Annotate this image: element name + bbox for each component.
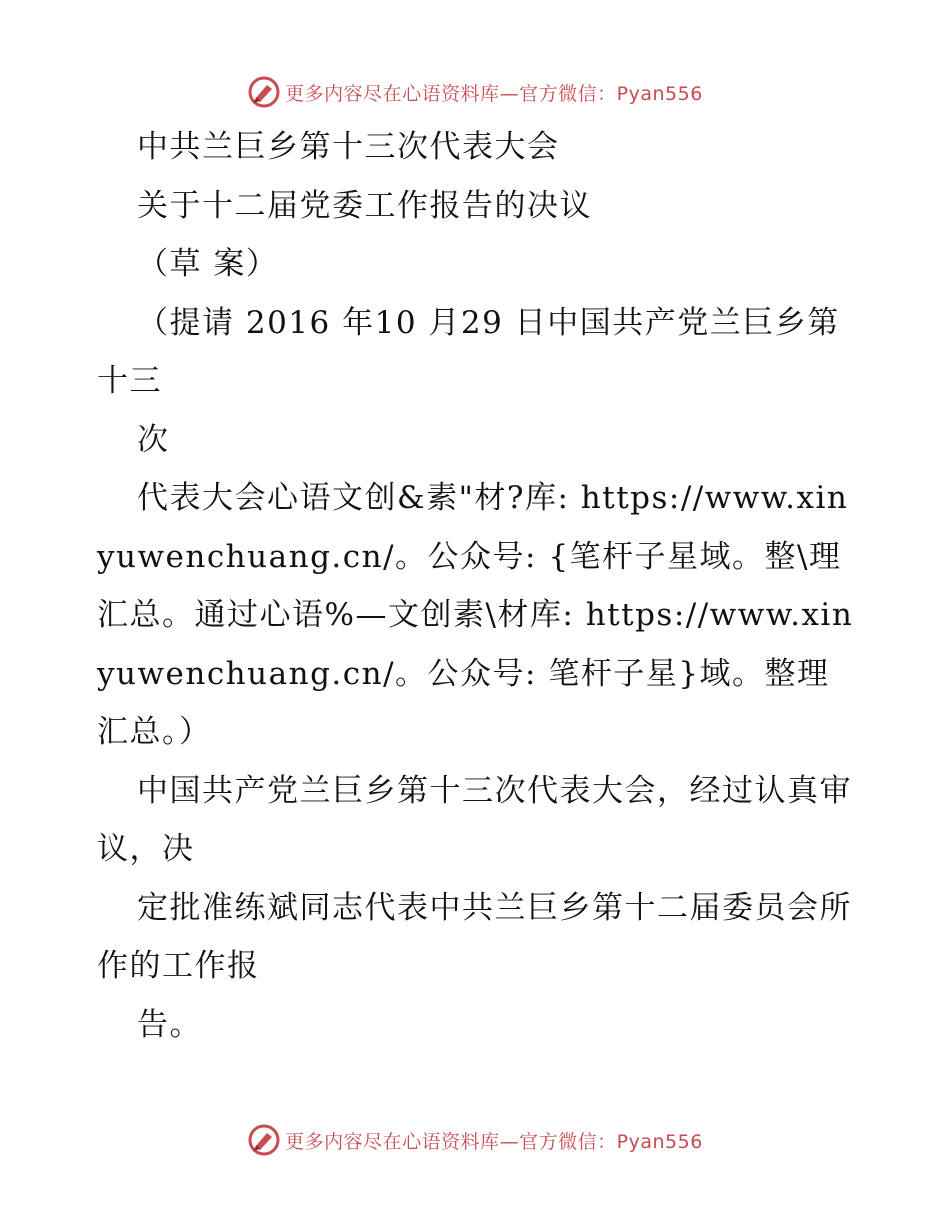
banner-text: 更多内容尽在心语资料库—官方微信：Pyan556 — [285, 1130, 703, 1153]
paragraph-line: （提请 2016 年10 月29 日中国共产党兰巨乡第十三 — [97, 304, 840, 399]
paragraph-line: 定批准练斌同志代表中共兰巨乡第十二届委员会所作的工作报 — [97, 889, 852, 984]
header-banner — [0, 72, 950, 112]
document-body — [97, 118, 857, 1054]
pen-circle-logo-icon — [247, 1123, 281, 1157]
footer-banner — [0, 1120, 950, 1160]
paragraph-line: 次 — [137, 421, 170, 458]
doc-title-line-1: 中共兰巨乡第十三次代表大会 — [137, 129, 560, 165]
paragraph-line: 代表大会心语文创&素"材?库: https://www.xinyuwenchuang.cn/。公众号: {笔杆子星域。整\理汇总。通过心语%—文创素\材库: https://www.xinyuwenchuang.cn/。公众号: 笔杆子星}域。整理汇总。） — [97, 480, 854, 750]
pen-circle-logo-icon — [247, 75, 281, 109]
paragraph-line: 告。 — [137, 1006, 202, 1043]
doc-title-line-2: 关于十二届党委工作报告的决议 — [137, 187, 592, 224]
banner-text: 更多内容尽在心语资料库—官方微信：Pyan556 — [285, 82, 703, 105]
draft-label: （草 案） — [137, 246, 279, 282]
paragraph-line: 中国共产党兰巨乡第十三次代表大会，经过认真审议，决 — [97, 772, 852, 867]
